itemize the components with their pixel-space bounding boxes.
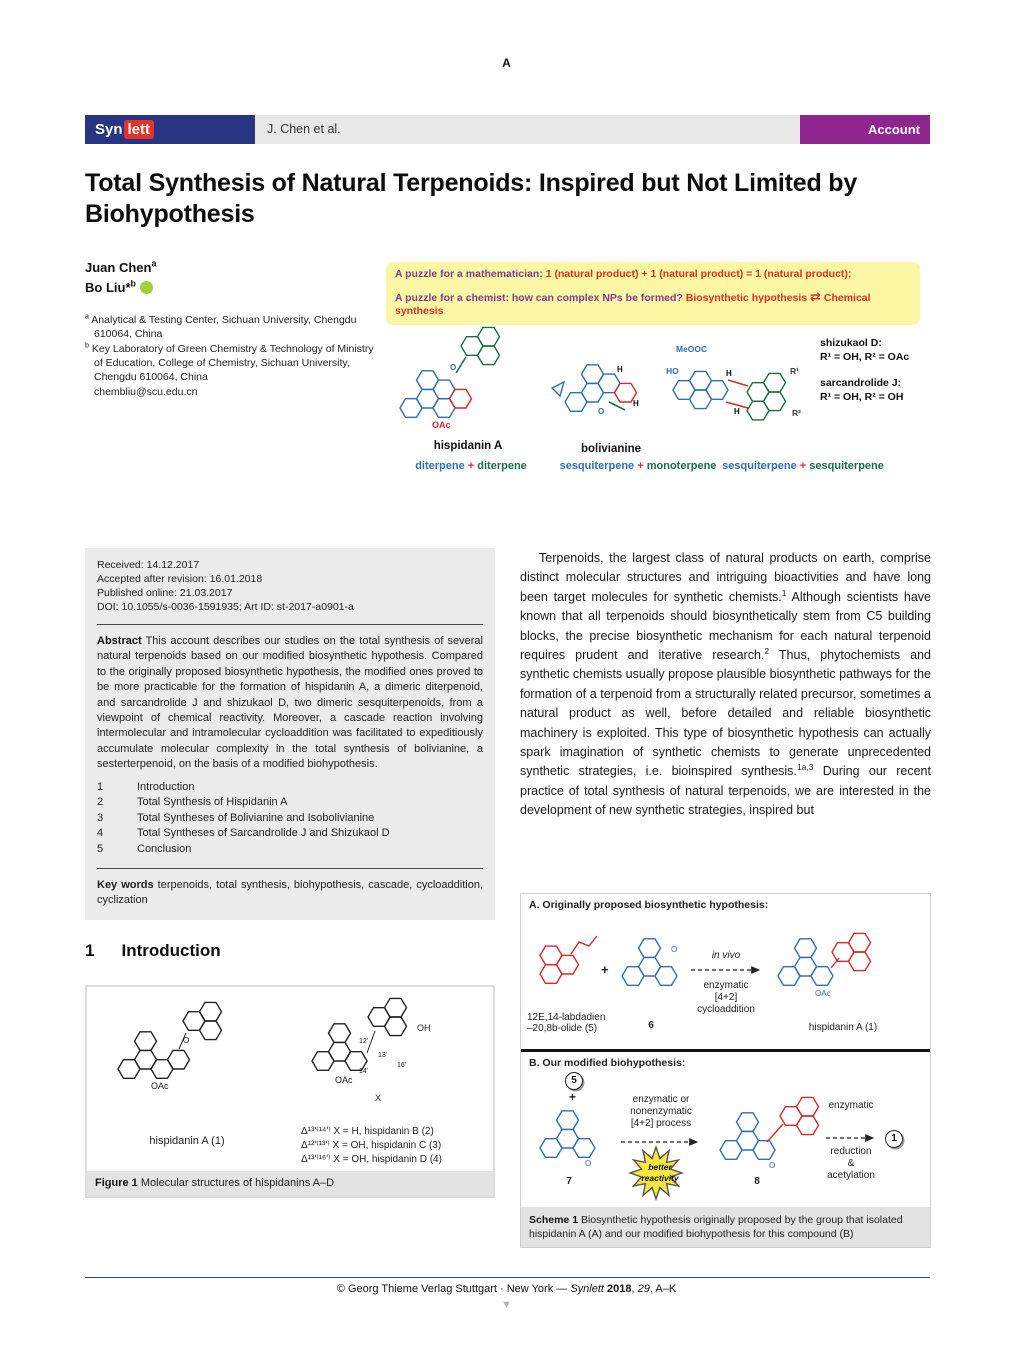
product-label: hispidanin A (1)	[808, 1022, 878, 1033]
scheme1-caption: Scheme 1 Biosynthetic hypothesis originally proposed by the group that isolated hispidanin A (A) and our modified biohypothesis for this compound (B)	[521, 1207, 930, 1247]
logo-lett: lett	[124, 120, 155, 139]
terpene-type-2: sesquiterpene + monoterpene	[559, 460, 717, 472]
running-authors: J. Chen et al.	[255, 115, 800, 144]
atom-label-ho: HO	[666, 366, 679, 376]
compound-8-label: 8	[754, 1176, 760, 1187]
arrow-condition: acetylation	[827, 1170, 875, 1181]
atom-label-oac: OAc	[815, 989, 831, 998]
atom-label-o: O	[769, 1161, 776, 1170]
atom-label-14prime: 14ʹ	[359, 1068, 369, 1075]
affiliation-a: $^a$ Analytical & Testing Center, Sichuan University, Chengdu 610064, China	[85, 312, 357, 340]
arrow-condition: [4+2]	[714, 992, 738, 1003]
atom-label-oac: OAc	[432, 420, 451, 430]
better-reactivity-text: better	[648, 1162, 672, 1172]
scheme1-section-b	[521, 1052, 930, 1207]
figure-1	[85, 985, 495, 1198]
arrow-condition: [4+2] process	[630, 1118, 692, 1129]
journal-logo	[85, 115, 255, 144]
section-heading-introduction: 1 Introduction	[85, 941, 221, 960]
shizukaol-sarcandrolide-labels: shizukaol D: R¹ = OH, R² = OAc sarcandrolide J: R¹ = OH, R² = OH	[820, 337, 910, 403]
abstract: Abstract This account describes our studies on the total synthesis of several natural terpenoids based on our modified biosynthetic hypothesis. Compared to the originally proposed biosynthetic hypothesis, the modified ones proved to be more practicable for the formation of hispidanin A, a dimeric diterpenoid, and sarcandrolide J and shizukaol D, two dimeric sesquiterpenoids, from a viewpoint of chemical reactivity. Moreover, a cascade reaction involving intermolecular and intramolecular cycloaddition was facilitated to expeditiously accumulate molecular complexity in the total synthesis of bolivianine, a sesterterpenoid, on the basis of a modified biohypothesis.	[97, 635, 483, 771]
footer-triangle-icon: ▼	[501, 1299, 512, 1311]
atom-label-oh: OH	[417, 1023, 431, 1033]
atom-label-16prime: 16ʹ	[397, 1062, 407, 1069]
circled-compound-1: 1	[885, 1130, 903, 1148]
atom-label-o: O	[585, 1159, 592, 1168]
page-number: A	[502, 56, 511, 70]
double-arrow-icon: ⇄	[810, 289, 821, 304]
keywords: Key words terpenoids, total synthesis, biohypothesis, cascade, cycloaddition, cyclization	[97, 878, 483, 907]
terpene-type-1: diterpene + diterpene	[415, 460, 527, 472]
graphical-abstract	[386, 310, 920, 482]
arrow-condition: reduction	[830, 1146, 872, 1157]
author-2: Bo Liu*$^b$	[85, 278, 375, 298]
in-vivo-label: in vivo	[711, 950, 741, 961]
article-type-badge: Account	[800, 115, 930, 144]
figure1-caption: Figure 1 Molecular structures of hispidanins A–D	[87, 1171, 493, 1196]
arrow-condition: enzymatic or	[632, 1094, 690, 1105]
terpene-type-3: sesquiterpene + sesquiterpene	[722, 460, 884, 472]
atom-label-r1: R¹	[790, 366, 799, 376]
puzzle-line-2: A puzzle for a chemist: how can complex NPs be formed? Biosynthetic hypothesis ⇄ Chemical synthesis	[395, 289, 871, 317]
ref-2: 2	[764, 645, 770, 656]
atom-label-o: O	[183, 1036, 190, 1045]
toc-item: 2 Total Synthesis of Hispidanin A	[97, 796, 288, 809]
scheme-1	[520, 893, 931, 1248]
affiliations	[85, 313, 385, 399]
toc-item: 1 Introduction	[97, 780, 195, 793]
atom-label-meooc: MeOOC	[676, 344, 708, 354]
received-date: Received: 14.12.2017	[97, 559, 200, 571]
figure-1-structures	[91, 991, 489, 1127]
circled-compound-5: 5	[565, 1072, 583, 1090]
arrow-condition: enzymatic	[703, 980, 749, 991]
scheme1-a-title: A. Originally proposed biosynthetic hypothesis:	[529, 899, 769, 911]
divider	[97, 624, 483, 625]
plus-sign: +	[601, 962, 609, 977]
scheme1-b-title: B. Our modified biohypothesis:	[529, 1057, 686, 1069]
author-list	[85, 258, 375, 298]
atom-label-oac: OAc	[335, 1075, 353, 1085]
compound-7-label: 7	[566, 1176, 572, 1187]
orcid-icon	[140, 281, 153, 294]
arrow-condition: cycloaddition	[697, 1004, 755, 1015]
header-bar	[85, 115, 930, 144]
atom-label-12prime: 12ʹ	[359, 1038, 369, 1045]
toc-item: 3 Total Syntheses of Bolivianine and Isobolivianine	[97, 811, 375, 824]
reactant-5-label: 12E,14-labdadien –20,8b-olide (5)	[527, 1012, 606, 1034]
atom-label-o: O	[671, 945, 678, 954]
published-date: Published online: 21.03.2017	[97, 587, 233, 599]
atom-label-13prime: 13ʹ	[378, 1052, 388, 1059]
author-1: Juan Chen$^a$	[85, 258, 157, 275]
logo-syn: Syn	[95, 121, 123, 138]
atom-label-o: O	[598, 407, 605, 416]
article-title: Total Synthesis of Natural Terpenoids: Inspired but Not Limited by Biohypothesis	[85, 169, 858, 228]
toc-item: 5 Conclusion	[97, 843, 192, 856]
compound-name-hispidanin-a: hispidanin A	[433, 440, 503, 452]
atom-label-o: O	[450, 363, 457, 372]
affiliation-b: $^b$ Key Laboratory of Green Chemistry & Technology of Ministry of Education, College of Chemistry, Sichuan University, Chengdu 610064, China	[85, 341, 374, 383]
table-of-contents	[97, 780, 483, 858]
atom-label-h: H	[726, 369, 732, 378]
atom-label-h: H	[617, 365, 623, 374]
toc-item: 4 Total Syntheses of Sarcandrolide J and Shizukaol D	[97, 827, 390, 840]
scheme1-section-a	[521, 894, 930, 1049]
footer-rule	[85, 1277, 930, 1278]
article-info-panel	[85, 548, 495, 920]
compound-6-label: 6	[648, 1020, 654, 1031]
ref-1a3: 1a,3	[796, 762, 814, 773]
compound-name-bolivianine: bolivianine	[580, 443, 642, 455]
atom-label-h: H	[734, 407, 740, 416]
doi: DOI: 10.1055/s-0036-1591935; Art ID: st-2017-a0901-a	[97, 601, 354, 613]
arrow-condition: enzymatic	[828, 1100, 874, 1111]
better-reactivity-text: reactivity	[641, 1173, 679, 1183]
accepted-date: Accepted after revision: 16.01.2018	[97, 573, 263, 585]
arrow-condition: &	[847, 1158, 855, 1169]
introduction-paragraph: Terpenoids, the largest class of natural products on earth, comprise distinct molecular structures and intriguing bioactivities and have long been target molecules for synthetic chemists.$^1$ Although scientists have known that all terpenoids should biosynthetically stem from C5 building blocks, the precise biosynthetic mechanism for each natural terpenoid requires prudent and iterative research.$^2$ Thus, phytochemists and synthetic chemists usually propose plausible biosynthetic pathways for the formation of a terpenoid from a structurally related precursor, sometimes a natural product as well, before detailed and reliable biosynthetic machinery is exploited. This type of biosynthetic hypothesis can actually spark imagination of synthetic chemists to generate unprecedented synthetic strategies, i.e. bioinspired synthesis.$^{1a,3}$ During our recent practice of total synthesis of natural terpenoids, we are interested in the development of new synthetic strategies, inspired but	[520, 551, 931, 818]
divider	[97, 868, 483, 869]
atom-label-x: X	[375, 1093, 382, 1103]
arrow-condition: nonenzymatic	[630, 1106, 692, 1117]
plus-sign: +	[569, 1090, 577, 1104]
ref-1: 1	[781, 587, 787, 598]
figure1-compound-label: hispidanin A (1)	[149, 1135, 225, 1147]
puzzle-line-1: A puzzle for a mathematician: 1 (natural product) + 1 (natural product) = 1 (natural product);	[395, 268, 852, 280]
atom-label-r2: R²	[792, 408, 801, 418]
corresponding-email: chembliu@scu.edu.cn	[94, 386, 198, 398]
atom-label-oac: OAc	[151, 1081, 169, 1091]
figure1-variant-list: Δ¹³ʹ⁽¹⁴ʹ⁾ X = H, hispidanin B (2) Δ¹²ʹ⁽¹³ʹ⁾ X = OH, hispidanin C (3) Δ¹³ʹ⁽¹⁶ʹ⁾ X = OH, hispidanin D (4)	[301, 1126, 442, 1165]
atom-label-h: H	[633, 399, 639, 408]
footer-imprint: © Georg Thieme Verlag Stuttgart · New York — Synlett 2018, 29, A–K	[336, 1283, 677, 1295]
